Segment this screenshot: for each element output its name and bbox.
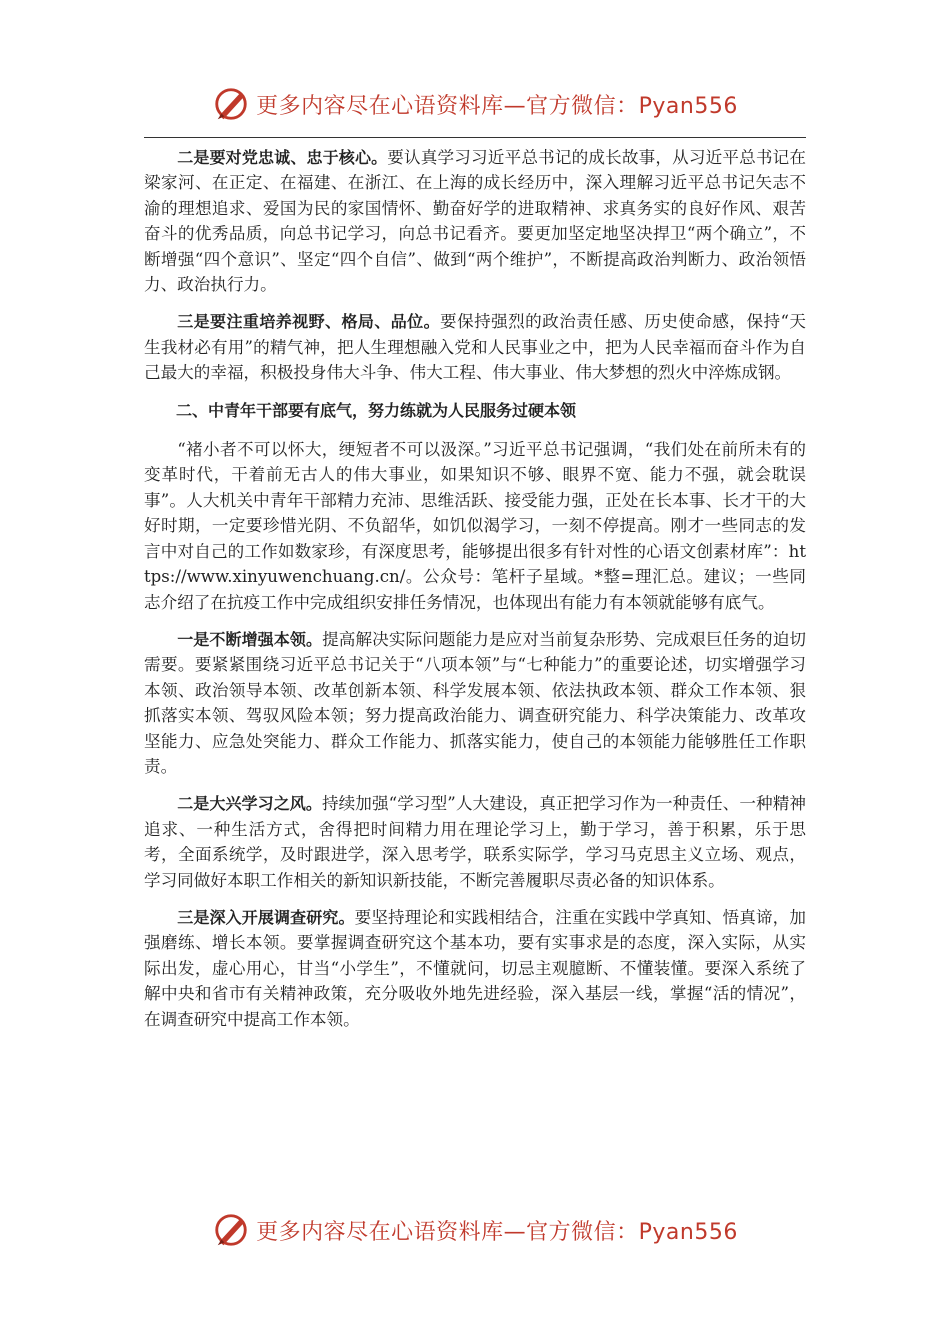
paragraph-body: 要坚持理论和实践相结合，注重在实践中学真知、悟真谛，加强磨练、增长本领。要掌握调查研究这个基本功，要有实事求是的态度，深入实际，从实际出发，虚心用心，甘当“小学生”，不懂就问，切忌主观臆断、不懂装懂。要深入系统了解中央和省市有关精神政策，充分吸收外地先进经验，深入基层一线，掌握“活的情况”，在调查研究中提高工作本领。 — [144, 907, 806, 1029]
banner-text: 更多内容尽在心语资料库—官方微信：Pyan556 — [256, 93, 738, 119]
paragraph — [144, 437, 806, 615]
banner-text: 更多内容尽在心语资料库—官方微信：Pyan556 — [256, 1219, 738, 1245]
header-divider — [144, 137, 806, 138]
paragraph — [144, 309, 806, 385]
paragraph-lead: 二是要对党忠诚、忠于核心。 — [177, 148, 388, 167]
footer-banner — [0, 1208, 950, 1252]
paragraph — [144, 145, 806, 297]
section-heading: 二、中青年干部要有底气，努力练就为人民服务过硬本领 — [176, 400, 577, 420]
paragraph-body: “褚小者不可以怀大，绠短者不可以汲深。”习近平总书记强调，“我们处在前所未有的变革时代，干着前无古人的伟大事业，如果知识不够、眼界不宽、能力不强，就会耽误事”。人大机关中青年干部精力充沛、思维活跃、接受能力强，正处在长本事、长才干的大好时期，一定要珍惜光阴、不负韶华，如饥似渴学习，一刻不停提高。刚才一些同志的发言中对自己的工作如数家珍，有深度思考，能够提出很多有针对性的心语文创素材库”：https://www.xinyuwenchuang.cn/。公众号：笔杆子星域。*整=理汇总。建议；一些同志介绍了在抗疫工作中完成组织安排任务情况，也体现出有能力有本领就能够有底气。 — [144, 440, 806, 612]
paragraph-lead: 二是大兴学习之风。 — [177, 794, 322, 814]
paragraph-lead: 一是不断增强本领。 — [177, 629, 323, 649]
paragraph-lead: 三是深入开展调查研究。 — [177, 907, 355, 927]
paragraph-body: 要保持强烈的政治责任感、历史使命感，保持“天生我材必有用”的精气神，把人生理想融入党和人民事业之中，把为人民幸福而奋斗作为自己最大的幸福，积极投身伟大斗争、伟大工程、伟大事业、伟大梦想的烈火中淬炼成钢。 — [144, 312, 806, 383]
header-banner — [0, 82, 950, 126]
document-body — [144, 145, 806, 1044]
pen-logo-icon — [212, 85, 250, 123]
pen-logo-icon — [212, 1211, 250, 1249]
paragraph-lead: 三是要注重培养视野、格局、品位。 — [177, 312, 441, 332]
paragraph-body: 要认真学习习近平总书记的成长故事，从习近平总书记在梁家河、在正定、在福建、在浙江、在上海的成长经历中，深入理解习近平总书记矢志不渝的理想追求、爱国为民的家国情怀、勤奋好学的进取精神、求真务实的良好作风、艰苦奋斗的优秀品质，向总书记学习，向总书记看齐。要更加坚定地坚决捍卫“两个确立”，不断增强“四个意识”、坚定“四个自信”、做到“两个维护”，不断提高政治判断力、政治领悟力、政治执行力。 — [144, 148, 806, 295]
paragraph — [144, 627, 806, 779]
paragraph-body: 持续加强“学习型”人大建设，真正把学习作为一种责任、一种精神追求、一种生活方式，舍得把时间精力用在理论学习上，勤于学习，善于积累，乐于思考，全面系统学，及时跟进学，深入思考学，联系实际学，学习马克思主义立场、观点，学习同做好本职工作相关的新知识新技能，不断完善履职尽责必备的知识体系。 — [144, 794, 806, 890]
paragraph-body: 提高解决实际问题能力是应对当前复杂形势、完成艰巨任务的迫切需要。要紧紧围绕习近平总书记关于“八项本领”与“七种能力”的重要论述，切实增强学习本领、政治领导本领、改革创新本领、科学发展本领、依法执政本领、群众工作本领、狠抓落实本领、驾驭风险本领；努力提高政治能力、调查研究能力、科学决策能力、改革攻坚能力、应急处突能力、群众工作能力、抓落实能力，使自己的本领能力能够胜任工作职责。 — [144, 629, 806, 776]
paragraph — [144, 791, 806, 893]
paragraph — [144, 905, 806, 1032]
